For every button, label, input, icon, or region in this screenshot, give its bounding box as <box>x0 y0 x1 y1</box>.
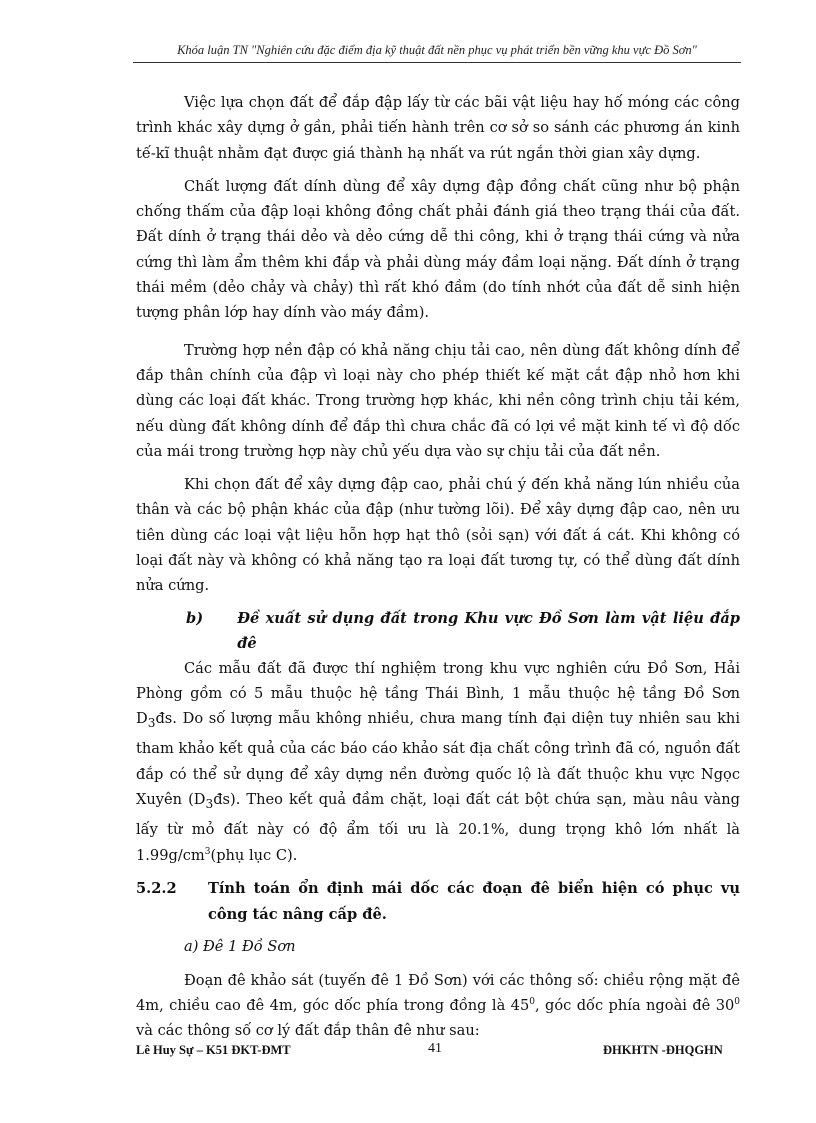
paragraph-b-text-1: Các mẫu đất đã được thí nghiệm trong khu vực nghiên cứu Đồ Sơn, Hải Phòng gồm có 5 mẫu thuộc hệ tầng Thái Bình, 1 mẫu thuộc hệ tầng Đồ Sơn D <box>136 659 740 728</box>
paragraph-a-sup-2: 0 <box>734 997 740 1008</box>
page-number: 41 <box>428 1041 442 1056</box>
page-body <box>136 90 740 1044</box>
footer-author: Lê Huy Sự – K51 ĐKT-ĐMT <box>136 1043 291 1057</box>
section-number: 5.2.2 <box>136 879 177 897</box>
paragraph-3: Trường hợp nền đập có khả năng chịu tải cao, nên dùng đất không dính để đắp thân chính của đập vì loại này cho phép thiết kế mặt cắt đập nhỏ hơn khi dùng các loại đất khác. Trong trường hợp khác, khi nền công trình chịu tải kém, nếu dùng đất không dính để đắp thì chưa chắc đã có lợi về mặt kinh tế vì độ dốc của mái trong trường hợp này chủ yếu dựa vào sự chịu tải của đất nền. <box>136 341 740 460</box>
paragraph-a-text-3: và các thông số cơ lý đất đắp thân đê như sau: <box>136 1022 480 1040</box>
paragraph-b-text-2: đs. Do số lượng mẫu không nhiều, chưa mang tính đại diện tuy nhiên sau khi tham khảo kết quả của các báo cáo khảo sát địa chất công trình đã có, nguồn đất đắp có thể sử dụng để xây dựng nền đường quốc lộ là đất thuộc khu vực Ngọc Xuyên (D <box>136 710 740 809</box>
paragraph-b-text-4: (phụ lục C). <box>210 846 298 864</box>
section-title: Tính toán ổn định mái dốc các đoạn đê biển hiện có phục vụ công tác nâng cấp đê. <box>208 879 740 923</box>
page-header: Khóa luận TN "Nghiên cứu đặc điểm địa kỹ thuật đất nền phục vụ phát triển bền vững khu vực Đồ Sơn" <box>177 43 697 57</box>
footer-school: ĐHKHTN -ĐHQGHN <box>603 1043 723 1057</box>
subsection-b-title: Đề xuất sử dụng đất trong Khu vực Đồ Sơn làm vật liệu đắp đê <box>237 609 740 652</box>
paragraph-a <box>136 968 740 1044</box>
subsection-a-heading: a) Đê 1 Đồ Sơn <box>184 937 296 955</box>
paragraph-b-sup-3: 3 <box>204 846 211 857</box>
paragraph-a-text-2: , góc dốc phía ngoài đê 30 <box>534 997 735 1015</box>
section-heading <box>136 876 740 928</box>
subsection-b-label: b) <box>186 609 204 627</box>
paragraph-b-sub-1: 3 <box>147 716 156 731</box>
paragraph-b-text-3: đs). Theo kết quả đầm chặt, loại đất cát bột chứa sạn, màu nâu vàng lấy từ mỏ đất này có độ ẩm tối ưu là 20.1%, dung trọng khô lớn nhất là 1.99g/cm <box>136 791 740 864</box>
paragraph-2: Chất lượng đất dính dùng để xây dựng đập đồng chất cũng như bộ phận chống thấm của đập loại không đồng chất phải đánh giá theo trạng thái của đất. Đất dính ở trạng thái dẻo và dẻo cứng dễ thi công, khi ở trạng thái cứng và nửa cứng thì làm ẩm thêm khi đắp và phải dùng máy đầm loại nặng. Đất dính ở trạng thái mềm (dẻo chảy và chảy) thì rất khó đầm (do tính nhớt của đất dễ sinh hiện tượng phân lớp hay dính vào máy đầm). <box>136 177 740 322</box>
paragraph-1: Việc lựa chọn đất để đắp đập lấy từ các bãi vật liệu hay hố móng các công trình khác xây dựng ở gần, phải tiến hành trên cơ sở so sánh các phương án kinh tế-kĩ thuật nhằm đạt được giá thành hạ nhất va rút ngắn thời gian xây dựng. <box>136 94 740 162</box>
header-rule <box>133 62 741 63</box>
paragraph-a-text-1: Đoạn đê khảo sát (tuyến đê 1 Đồ Sơn) với các thông số: chiều rộng mặt đê 4m, chiều cao đê 4m, góc dốc phía trong đồng là 45 <box>136 971 740 1015</box>
paragraph-b-sub-2: 3 <box>205 796 214 811</box>
paragraph-a-sup-1: 0 <box>529 997 535 1008</box>
paragraph-b <box>136 656 740 868</box>
subsection-b-heading <box>136 606 740 656</box>
paragraph-4: Khi chọn đất để xây dựng đập cao, phải chú ý đến khả năng lún nhiều của thân và các bộ phận khác của đập (như tường lõi). Để xây dựng đập cao, nên ưu tiên dùng các loại vật liệu hỗn hợp hạt thô (sỏi sạn) với đất á cát. Khi không có loại đất này và không có khả năng tạo ra loại đất tương tự, có thể dùng đất dính nửa cứng. <box>136 476 740 595</box>
